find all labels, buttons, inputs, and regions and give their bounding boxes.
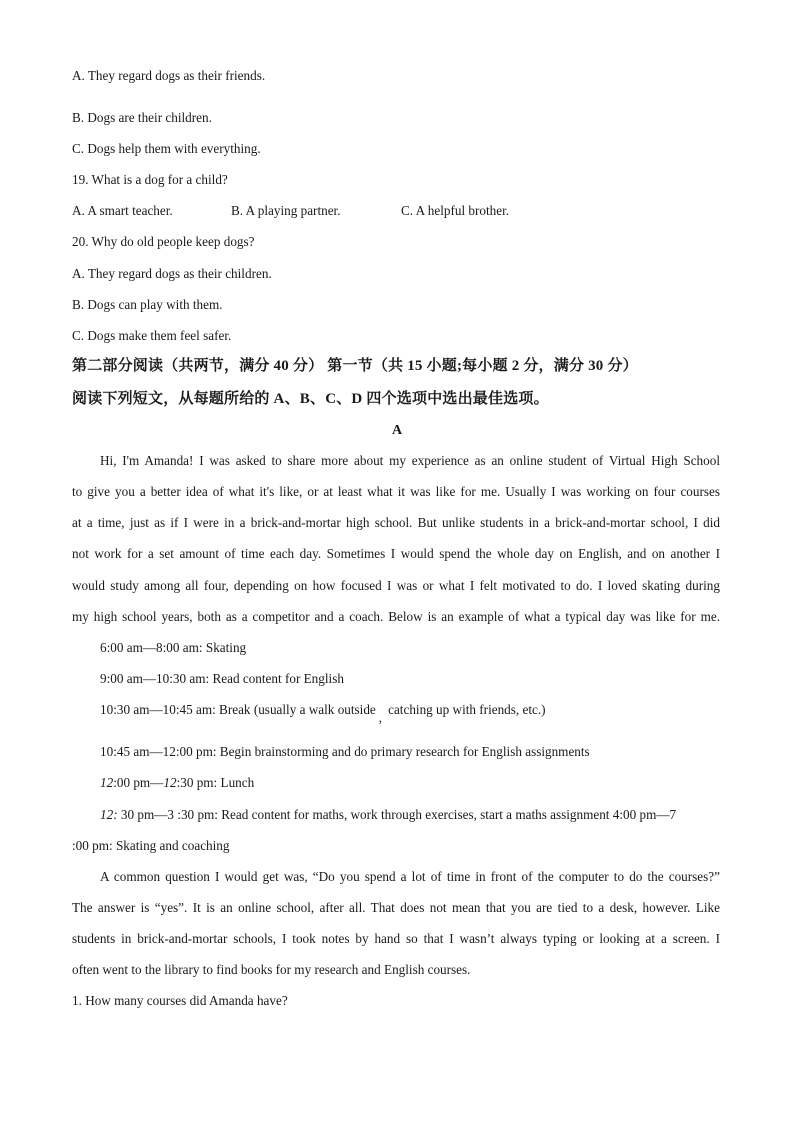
- para2-line-2: The answer is “yes”. It is an online school, after all. That does not mean that you are tied to a desk, however. Like: [72, 900, 720, 915]
- schedule-maths-hour: 12:: [100, 807, 118, 822]
- schedule-english-reading: 9:00 am—10:30 am: Read content for English: [100, 671, 344, 686]
- para1-line-1: Hi, I'm Amanda! I was asked to share more about my experience as an online student of Virtual High School: [100, 453, 720, 468]
- schedule-lunch-time2: :30 pm: Lunch: [176, 775, 255, 790]
- q19-option-c: C. A helpful brother.: [401, 203, 510, 218]
- para1-line-3: at a time, just as if I were in a brick-and-mortar high school. But unlike students in a brick-and-mortar school, I did: [72, 515, 720, 530]
- para2-line-1: A common question I would get was, “Do you spend a lot of time in front of the computer to do the courses?”: [100, 869, 720, 884]
- q20-question: 20. Why do old people keep dogs?: [72, 234, 255, 249]
- passage-title: A: [391, 423, 403, 438]
- q20-option-b: B. Dogs can play with them.: [72, 297, 223, 312]
- schedule-break-comma: ,: [378, 710, 383, 725]
- schedule-brainstorm: 10:45 am—12:00 pm: Begin brainstorming and do primary research for English assignments: [100, 744, 590, 759]
- q19-option-b: B. A playing partner.: [231, 203, 341, 218]
- q18-option-b: B. Dogs are their children.: [72, 110, 212, 125]
- para2-line-3: students in brick-and-mortar schools, I took notes by hand so that I wasn’t always typing or looking at a screen. I: [72, 931, 720, 946]
- schedule-skating: 6:00 am—8:00 am: Skating: [100, 640, 247, 655]
- q19-option-a: A. A smart teacher.: [72, 203, 173, 218]
- schedule-lunch-hour2: 12: [163, 775, 177, 790]
- q1-question: 1. How many courses did Amanda have?: [72, 993, 288, 1008]
- schedule-lunch: [100, 774, 254, 792]
- schedule-maths-text: 30 pm—3 :30 pm: Read content for maths, work through exercises, start a maths assignment 4:00 pm—7: [117, 807, 677, 822]
- schedule-lunch-time1: :00 pm—: [113, 775, 164, 790]
- schedule-break: [100, 701, 546, 725]
- para1-line-4: not work for a set amount of time each day. Sometimes I would spend the whole day on English, and on another I: [72, 546, 720, 561]
- para1-line-5: would study among all four, depending on how focused I was or what I felt motivated to do. I loved skating during: [72, 578, 720, 593]
- schedule-maths: [100, 806, 676, 824]
- q18-option-c: C. Dogs help them with everything.: [72, 141, 261, 156]
- q20-option-c: C. Dogs make them feel safer.: [72, 328, 232, 343]
- para1-line-2: to give you a better idea of what it's like, or at least what it was like for me. Usually I was working on four courses: [72, 484, 720, 499]
- schedule-break-part2: catching up with friends, etc.): [388, 702, 546, 717]
- schedule-coaching: :00 pm: Skating and coaching: [72, 838, 230, 853]
- section-instruction: 阅读下列短文，从每题所给的 A、B、C、D 四个选项中选出最佳选项。: [72, 391, 549, 407]
- schedule-lunch-hour1: 12: [100, 775, 114, 790]
- para2-line-4: often went to the library to find books for my research and English courses.: [72, 962, 471, 977]
- q20-option-a: A. They regard dogs as their children.: [72, 266, 272, 281]
- q19-question: 19. What is a dog for a child?: [72, 172, 228, 187]
- section-heading: 第二部分阅读（共两节，满分 40 分） 第一节（共 15 小题;每小题 2 分，满分 30 分）: [72, 358, 638, 374]
- q18-option-a: A. They regard dogs as their friends.: [72, 68, 266, 83]
- para1-line-6: my high school years, both as a competitor and a coach. Below is an example of what a typical day was like for me.: [72, 609, 720, 624]
- schedule-break-part1: 10:30 am—10:45 am: Break (usually a walk outside: [100, 702, 376, 717]
